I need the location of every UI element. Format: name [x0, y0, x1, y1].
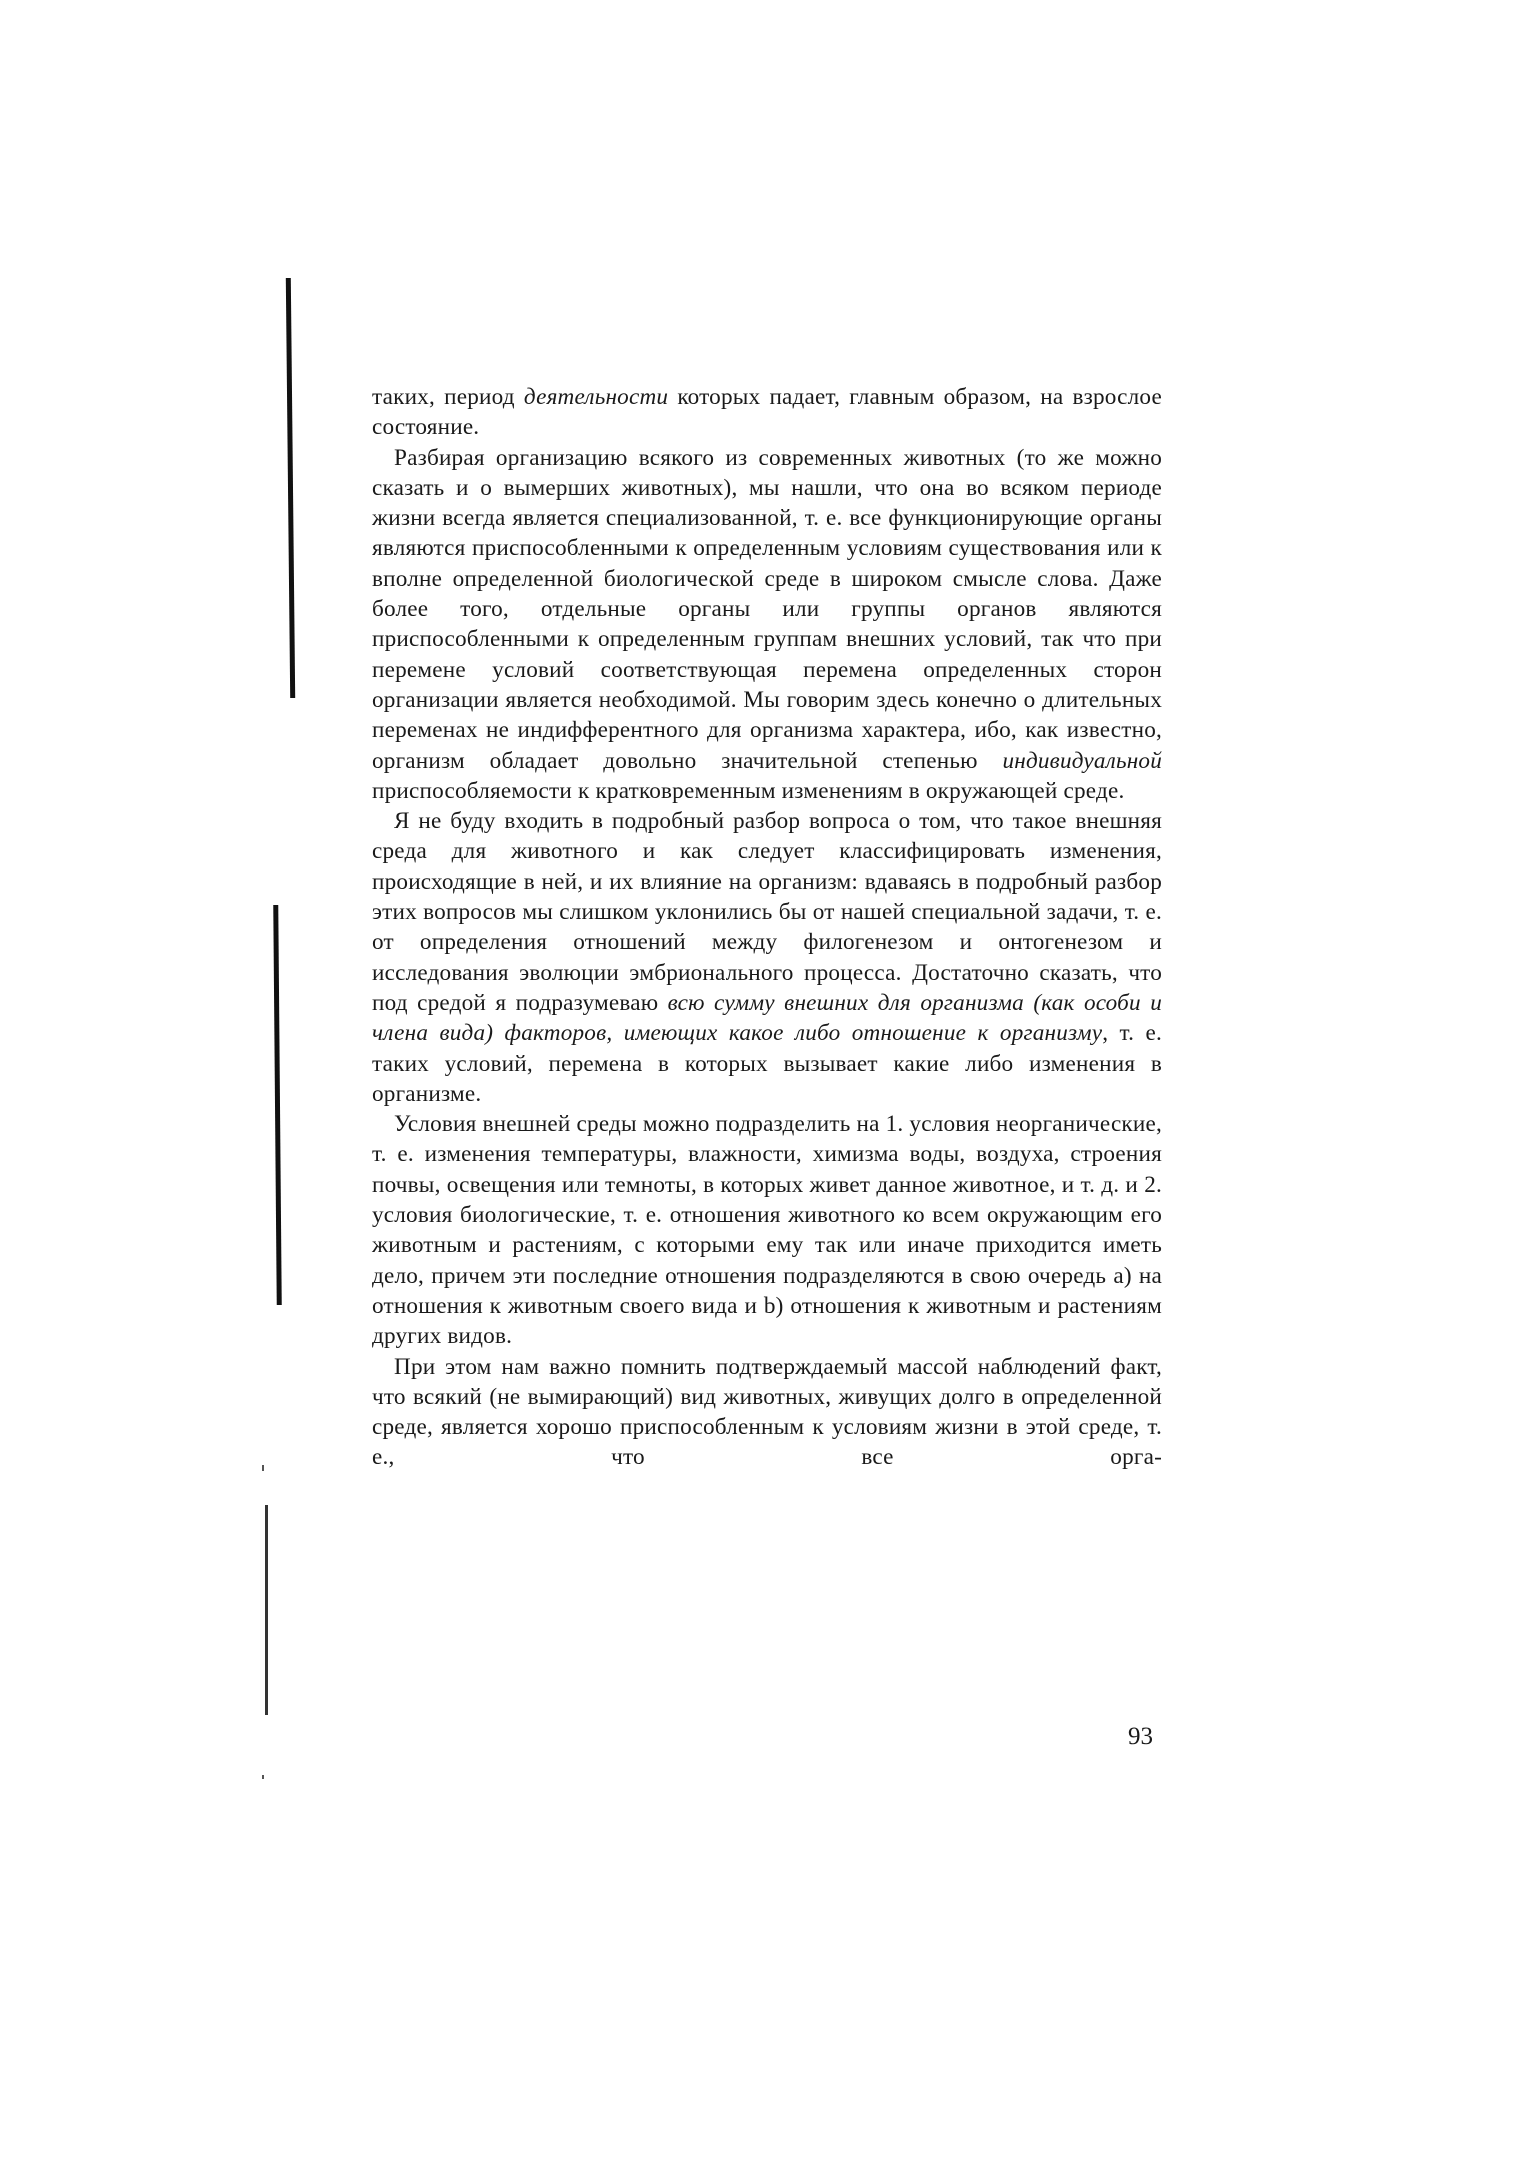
paragraph: [372, 1352, 1162, 1473]
scan-speck: [262, 1465, 264, 1471]
text-segment: которых падает, главным образом, на взрослое состояние.: [372, 384, 1162, 441]
text-segment: Условия внешней среды можно подразделить на 1. условия неорганические, т. е. изменения температуры, влажности, химизма воды, воздуха, строения почвы, освещения или темноты, в которых живет данное животное, и т. д. и 2. условия биологические, т. е. отношения животного ко всем окружающим его животным и растениям, с которыми ему так или иначе приходится иметь дело, причем эти последние отношения подразделяются в свою очередь a) на отношения к животным своего вида и b) отношения к животным и растениям других видов.: [372, 1111, 1162, 1350]
scan-speck: [262, 1775, 264, 1779]
page-number: 93: [1128, 1723, 1153, 1750]
scan-margin-edge: [286, 278, 295, 698]
page-body: [372, 382, 1162, 1473]
text-segment: При этом нам важно помнить подтверждаемый массой наблюдений факт, что всякий (не вымирающий) вид животных, живущих долго в определенной среде, является хорошо приспособленным к условиям жизни в этой среде, т. е., что все орга-: [372, 1353, 1162, 1471]
text-segment: таких, период: [372, 384, 524, 410]
italic-segment: индивидуальной: [1002, 747, 1162, 774]
scan-margin-edge: [273, 905, 281, 1305]
text-segment: , т. е. таких условий, перемена в которых вызывает какие либо изменения в организме.: [372, 1020, 1162, 1107]
text-segment: приспособляемости к кратковременным изменениям в окружающей среде.: [372, 777, 1125, 804]
italic-segment: всю сумму внешних для организма (как особи и члена вида) факторов, имеющих какое либо отношение к организму: [372, 989, 1162, 1047]
paragraph: [372, 806, 1162, 1109]
paragraph: [372, 382, 1162, 443]
scan-margin-edge: [265, 1505, 268, 1715]
text-segment: Я не буду входить в подробный разбор вопроса о том, что такое внешняя среда для животного и как следует классифицировать изменения, происходящие в ней, и их влияние на организм: вдаваясь в подробный разбор этих вопросов мы слишком уклонились бы от нашей специальной задачи, т. е. от определения отношений между филогенезом и онтогенезом и исследования эволюции эмбрионального процесса. Достаточно сказать, что под средой я подразумеваю: [372, 808, 1162, 1016]
paragraph: [372, 1109, 1162, 1351]
text-segment: Разбирая организацию всякого из современных животных (то же можно сказать и о вымерших животных), мы нашли, что она во всяком периоде жизни всегда является специализованной, т. е. все функционирующие органы являются приспособленными к определенным условиям существования или к вполне определенной биологической среде в широком смысле слова. Даже более того, отдельные органы или группы органов являются приспособленными к определенным группам внешних условий, так что при перемене условий соответствующая перемена определенных сторон организации является необходимой. Мы говорим здесь конечно о длительных переменах не индифферентного для организма характера, ибо, как известно, организм обладает довольно значительной степенью: [372, 444, 1162, 774]
italic-segment: деятельности: [523, 384, 669, 410]
paragraph: [372, 443, 1162, 807]
